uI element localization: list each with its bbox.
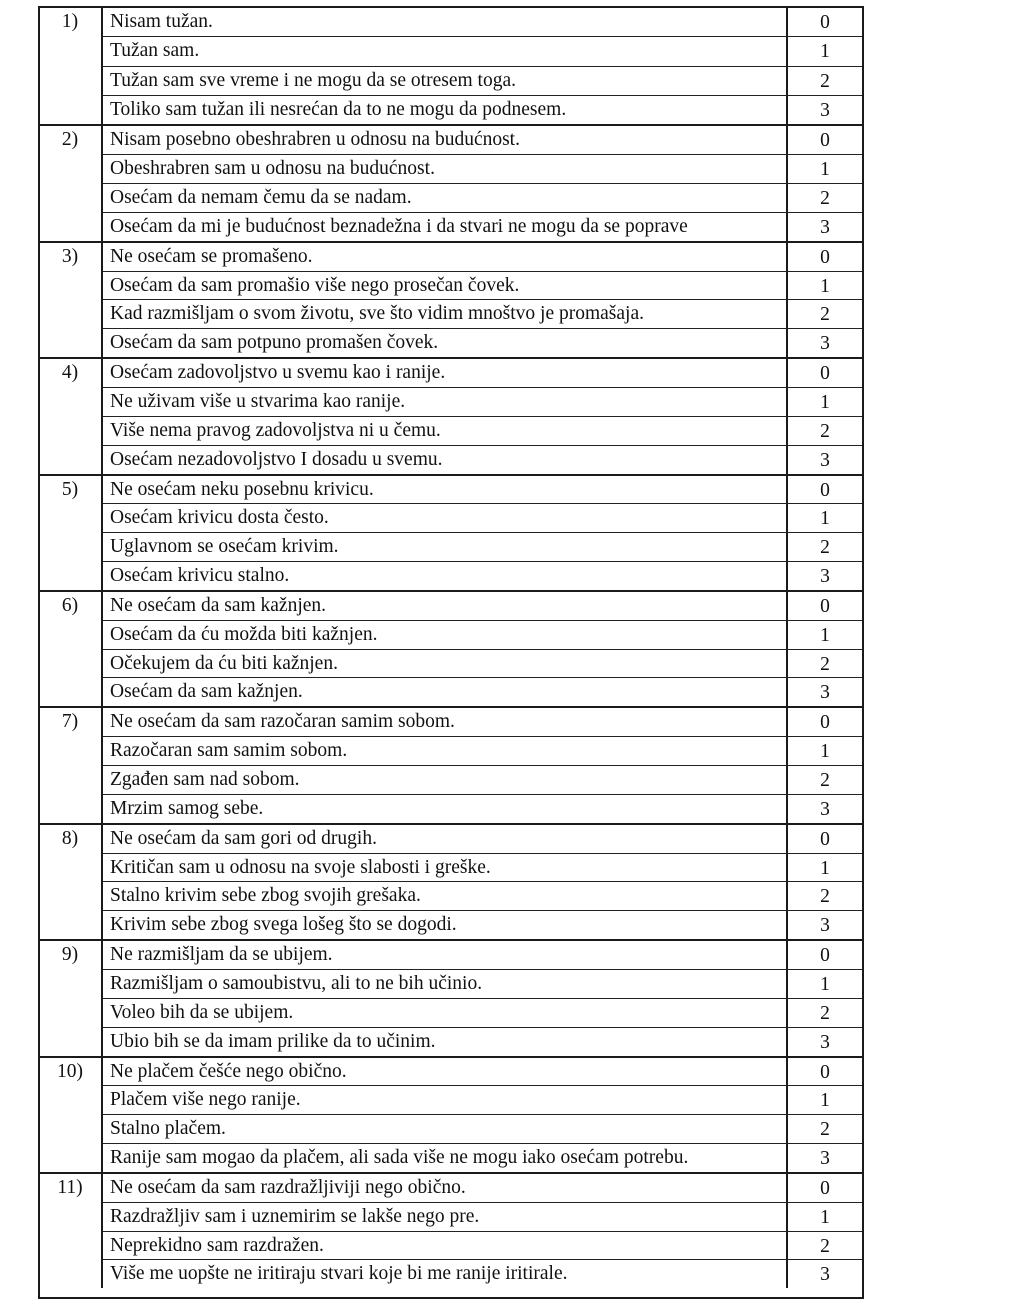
question-group <box>40 124 862 240</box>
answer-options <box>101 708 862 822</box>
answer-score: 2 <box>786 300 862 328</box>
answer-row <box>103 1058 862 1086</box>
answer-row <box>103 1174 862 1202</box>
answer-options <box>101 825 862 939</box>
question-group <box>40 823 862 939</box>
answer-row <box>103 881 862 910</box>
answer-row <box>103 941 862 969</box>
answer-text: Očekujem da ću biti kažnjen. <box>110 652 338 674</box>
answer-score: 1 <box>786 737 862 765</box>
answer-score: 1 <box>786 854 862 882</box>
answer-text: Osećam da mi je budućnost beznadežna i da stvari ne mogu da se poprave <box>110 215 688 237</box>
answer-text: Osećam krivicu stalno. <box>110 565 290 587</box>
answer-row <box>103 183 862 212</box>
answer-score: 3 <box>786 1260 862 1288</box>
answer-text: Krivim sebe zbog svega lošeg što se dogodi. <box>110 914 457 936</box>
answer-text: Voleo bih da se ubijem. <box>110 1001 294 1023</box>
answer-score: 2 <box>786 1232 862 1260</box>
answer-score: 3 <box>786 795 862 823</box>
answer-row <box>103 853 862 882</box>
answer-text: Ubio bih se da imam prilike da to učinim. <box>110 1030 436 1052</box>
answer-score: 3 <box>786 562 862 590</box>
answer-text: Ne uživam više u stvarima kao ranije. <box>110 391 406 413</box>
answer-text: Neprekidno sam razdražen. <box>110 1234 324 1256</box>
answer-score: 0 <box>786 359 862 387</box>
answer-text: Ranije sam mogao da plačem, ali sada više ne mogu iako osećam potrebu. <box>110 1147 689 1169</box>
answer-row <box>103 592 862 620</box>
answer-options <box>101 941 862 1055</box>
answer-score: 3 <box>786 678 862 706</box>
answer-row <box>103 532 862 561</box>
answer-score: 2 <box>786 766 862 794</box>
answer-score: 0 <box>786 8 862 36</box>
answer-row <box>103 1202 862 1231</box>
answer-text: Stalno plačem. <box>110 1118 226 1140</box>
answer-options <box>101 1058 862 1172</box>
answer-row <box>103 708 862 736</box>
answer-row <box>103 649 862 678</box>
answer-score: 1 <box>786 504 862 532</box>
answer-text: Osećam nezadovoljstvo I dosadu u svemu. <box>110 448 443 470</box>
question-group <box>40 590 862 706</box>
question-number: 8) <box>61 827 79 849</box>
question-number: 3) <box>61 245 79 267</box>
answer-row <box>103 359 862 387</box>
answer-row <box>103 212 862 241</box>
answer-text: Tužan sam. <box>110 40 200 62</box>
question-number: 6) <box>61 594 79 616</box>
answer-score: 1 <box>786 272 862 300</box>
answer-text: Ne osećam da sam razdražljiviji nego obično. <box>110 1176 466 1198</box>
question-group <box>40 357 862 473</box>
answer-score: 1 <box>786 37 862 65</box>
answer-row <box>103 794 862 823</box>
answer-text: Mrzim samog sebe. <box>110 797 264 819</box>
answer-score: 3 <box>786 911 862 939</box>
answer-score: 1 <box>786 388 862 416</box>
answer-text: Obeshrabren sam u odnosu na budućnost. <box>110 158 435 180</box>
answer-score: 2 <box>786 650 862 678</box>
answer-options <box>101 8 862 124</box>
answer-score: 3 <box>786 1144 862 1172</box>
question-number: 10) <box>57 1060 83 1082</box>
answer-options <box>101 476 862 590</box>
answer-text: Ne osećam da sam gori od drugih. <box>110 827 377 849</box>
answer-row <box>103 1143 862 1172</box>
answer-row <box>103 299 862 328</box>
answer-text: Razdražljiv sam i uznemirim se lakše nego pre. <box>110 1205 480 1227</box>
answer-score: 2 <box>786 533 862 561</box>
answer-text: Ne osećam da sam kažnjen. <box>110 594 327 616</box>
question-group <box>40 706 862 822</box>
answer-row <box>103 1114 862 1143</box>
answer-score: 0 <box>786 243 862 271</box>
answer-row <box>103 1027 862 1056</box>
answer-row <box>103 387 862 416</box>
answer-score: 0 <box>786 1058 862 1086</box>
answer-text: Ne razmišljam da se ubijem. <box>110 944 333 966</box>
answer-text: Uglavnom se osećam krivim. <box>110 536 339 558</box>
question-number: 2) <box>61 129 79 151</box>
question-number: 1) <box>61 11 79 32</box>
question-number: 11) <box>57 1176 83 1198</box>
answer-text: Osećam da nemam čemu da se nadam. <box>110 187 412 209</box>
answer-row <box>103 66 862 95</box>
answer-row <box>103 1231 862 1260</box>
answer-score: 0 <box>786 476 862 504</box>
answer-text: Ne osećam da sam razočaran samim sobom. <box>110 711 455 733</box>
answer-score: 2 <box>786 417 862 445</box>
answer-row <box>103 476 862 504</box>
answer-score: 1 <box>786 1203 862 1231</box>
answer-row <box>103 126 862 154</box>
answer-text: Ne plačem češće nego obično. <box>110 1060 347 1082</box>
answer-text: Kritičan sam u odnosu na svoje slabosti i greške. <box>110 856 491 878</box>
answer-text: Razočaran sam samim sobom. <box>110 740 348 762</box>
answer-row <box>103 36 862 65</box>
answer-text: Plačem više nego ranije. <box>110 1089 301 1111</box>
answer-score: 0 <box>786 825 862 853</box>
answer-row <box>103 825 862 853</box>
answer-score: 2 <box>786 184 862 212</box>
answer-text: Osećam da sam promašio više nego prosečan čovek. <box>110 274 520 296</box>
answer-text: Osećam da sam kažnjen. <box>110 681 303 703</box>
answer-row <box>103 620 862 649</box>
answer-score: 0 <box>786 592 862 620</box>
answer-score: 1 <box>786 1086 862 1114</box>
answer-row <box>103 8 862 36</box>
answer-row <box>103 243 862 271</box>
answer-score: 3 <box>786 329 862 357</box>
answer-text: Stalno krivim sebe zbog svojih grešaka. <box>110 885 421 907</box>
question-group <box>40 1172 862 1288</box>
answer-text: Osećam da sam potpuno promašen čovek. <box>110 332 439 354</box>
answer-score: 1 <box>786 155 862 183</box>
answer-score: 2 <box>786 999 862 1027</box>
answer-options <box>101 1174 862 1288</box>
answer-row <box>103 998 862 1027</box>
answer-text: Kad razmišljam o svom životu, sve što vidim mnoštvo je promašaja. <box>110 303 645 325</box>
answer-score: 2 <box>786 882 862 910</box>
question-number: 9) <box>61 944 79 966</box>
answer-options <box>101 359 862 473</box>
answer-score: 1 <box>786 621 862 649</box>
answer-score: 0 <box>786 1174 862 1202</box>
questionnaire-table <box>38 6 864 1299</box>
answer-score: 1 <box>786 970 862 998</box>
answer-text: Osećam zadovoljstvo u svemu kao i ranije. <box>110 362 446 384</box>
answer-text: Osećam da ću možda biti kažnjen. <box>110 623 378 645</box>
answer-score: 0 <box>786 941 862 969</box>
answer-row <box>103 736 862 765</box>
question-group <box>40 241 862 357</box>
answer-row <box>103 561 862 590</box>
answer-row <box>103 154 862 183</box>
answer-row <box>103 328 862 357</box>
answer-score: 3 <box>786 96 862 124</box>
question-group <box>40 8 862 124</box>
answer-text: Zgađen sam nad sobom. <box>110 769 300 791</box>
answer-score: 0 <box>786 126 862 154</box>
question-group <box>40 1056 862 1172</box>
question-group <box>40 939 862 1055</box>
answer-score: 2 <box>786 1115 862 1143</box>
answer-text: Ne osećam se promašeno. <box>110 245 313 267</box>
answer-score: 3 <box>786 1028 862 1056</box>
answer-row <box>103 416 862 445</box>
answer-row <box>103 1085 862 1114</box>
answer-text: Više nema pravog zadovoljstva ni u čemu. <box>110 419 441 441</box>
answer-text: Tužan sam sve vreme i ne mogu da se otresem toga. <box>110 69 516 91</box>
question-group <box>40 474 862 590</box>
answer-score: 3 <box>786 446 862 474</box>
answer-options <box>101 243 862 357</box>
answer-row <box>103 1259 862 1288</box>
answer-options <box>101 592 862 706</box>
answer-text: Toliko sam tužan ili nesrećan da to ne mogu da podnesem. <box>110 99 567 121</box>
answer-row <box>103 765 862 794</box>
question-number: 5) <box>61 478 79 500</box>
answer-text: Razmišljam o samoubistvu, ali to ne bih učinio. <box>110 972 483 994</box>
answer-text: Više me uopšte ne iritiraju stvari koje bi me ranije iritirale. <box>110 1263 568 1285</box>
answer-score: 0 <box>786 708 862 736</box>
answer-text: Nisam posebno obeshrabren u odnosu na budućnost. <box>110 129 520 151</box>
answer-options <box>101 126 862 240</box>
answer-row <box>103 271 862 300</box>
answer-row <box>103 969 862 998</box>
answer-score: 2 <box>786 67 862 95</box>
answer-row <box>103 910 862 939</box>
answer-row <box>103 95 862 124</box>
answer-row <box>103 503 862 532</box>
answer-text: Osećam krivicu dosta često. <box>110 507 329 529</box>
answer-text: Nisam tužan. <box>110 11 213 32</box>
answer-row <box>103 677 862 706</box>
question-number: 7) <box>61 711 79 733</box>
answer-text: Ne osećam neku posebnu krivicu. <box>110 478 374 500</box>
answer-row <box>103 445 862 474</box>
question-number: 4) <box>61 362 79 384</box>
answer-score: 3 <box>786 213 862 241</box>
